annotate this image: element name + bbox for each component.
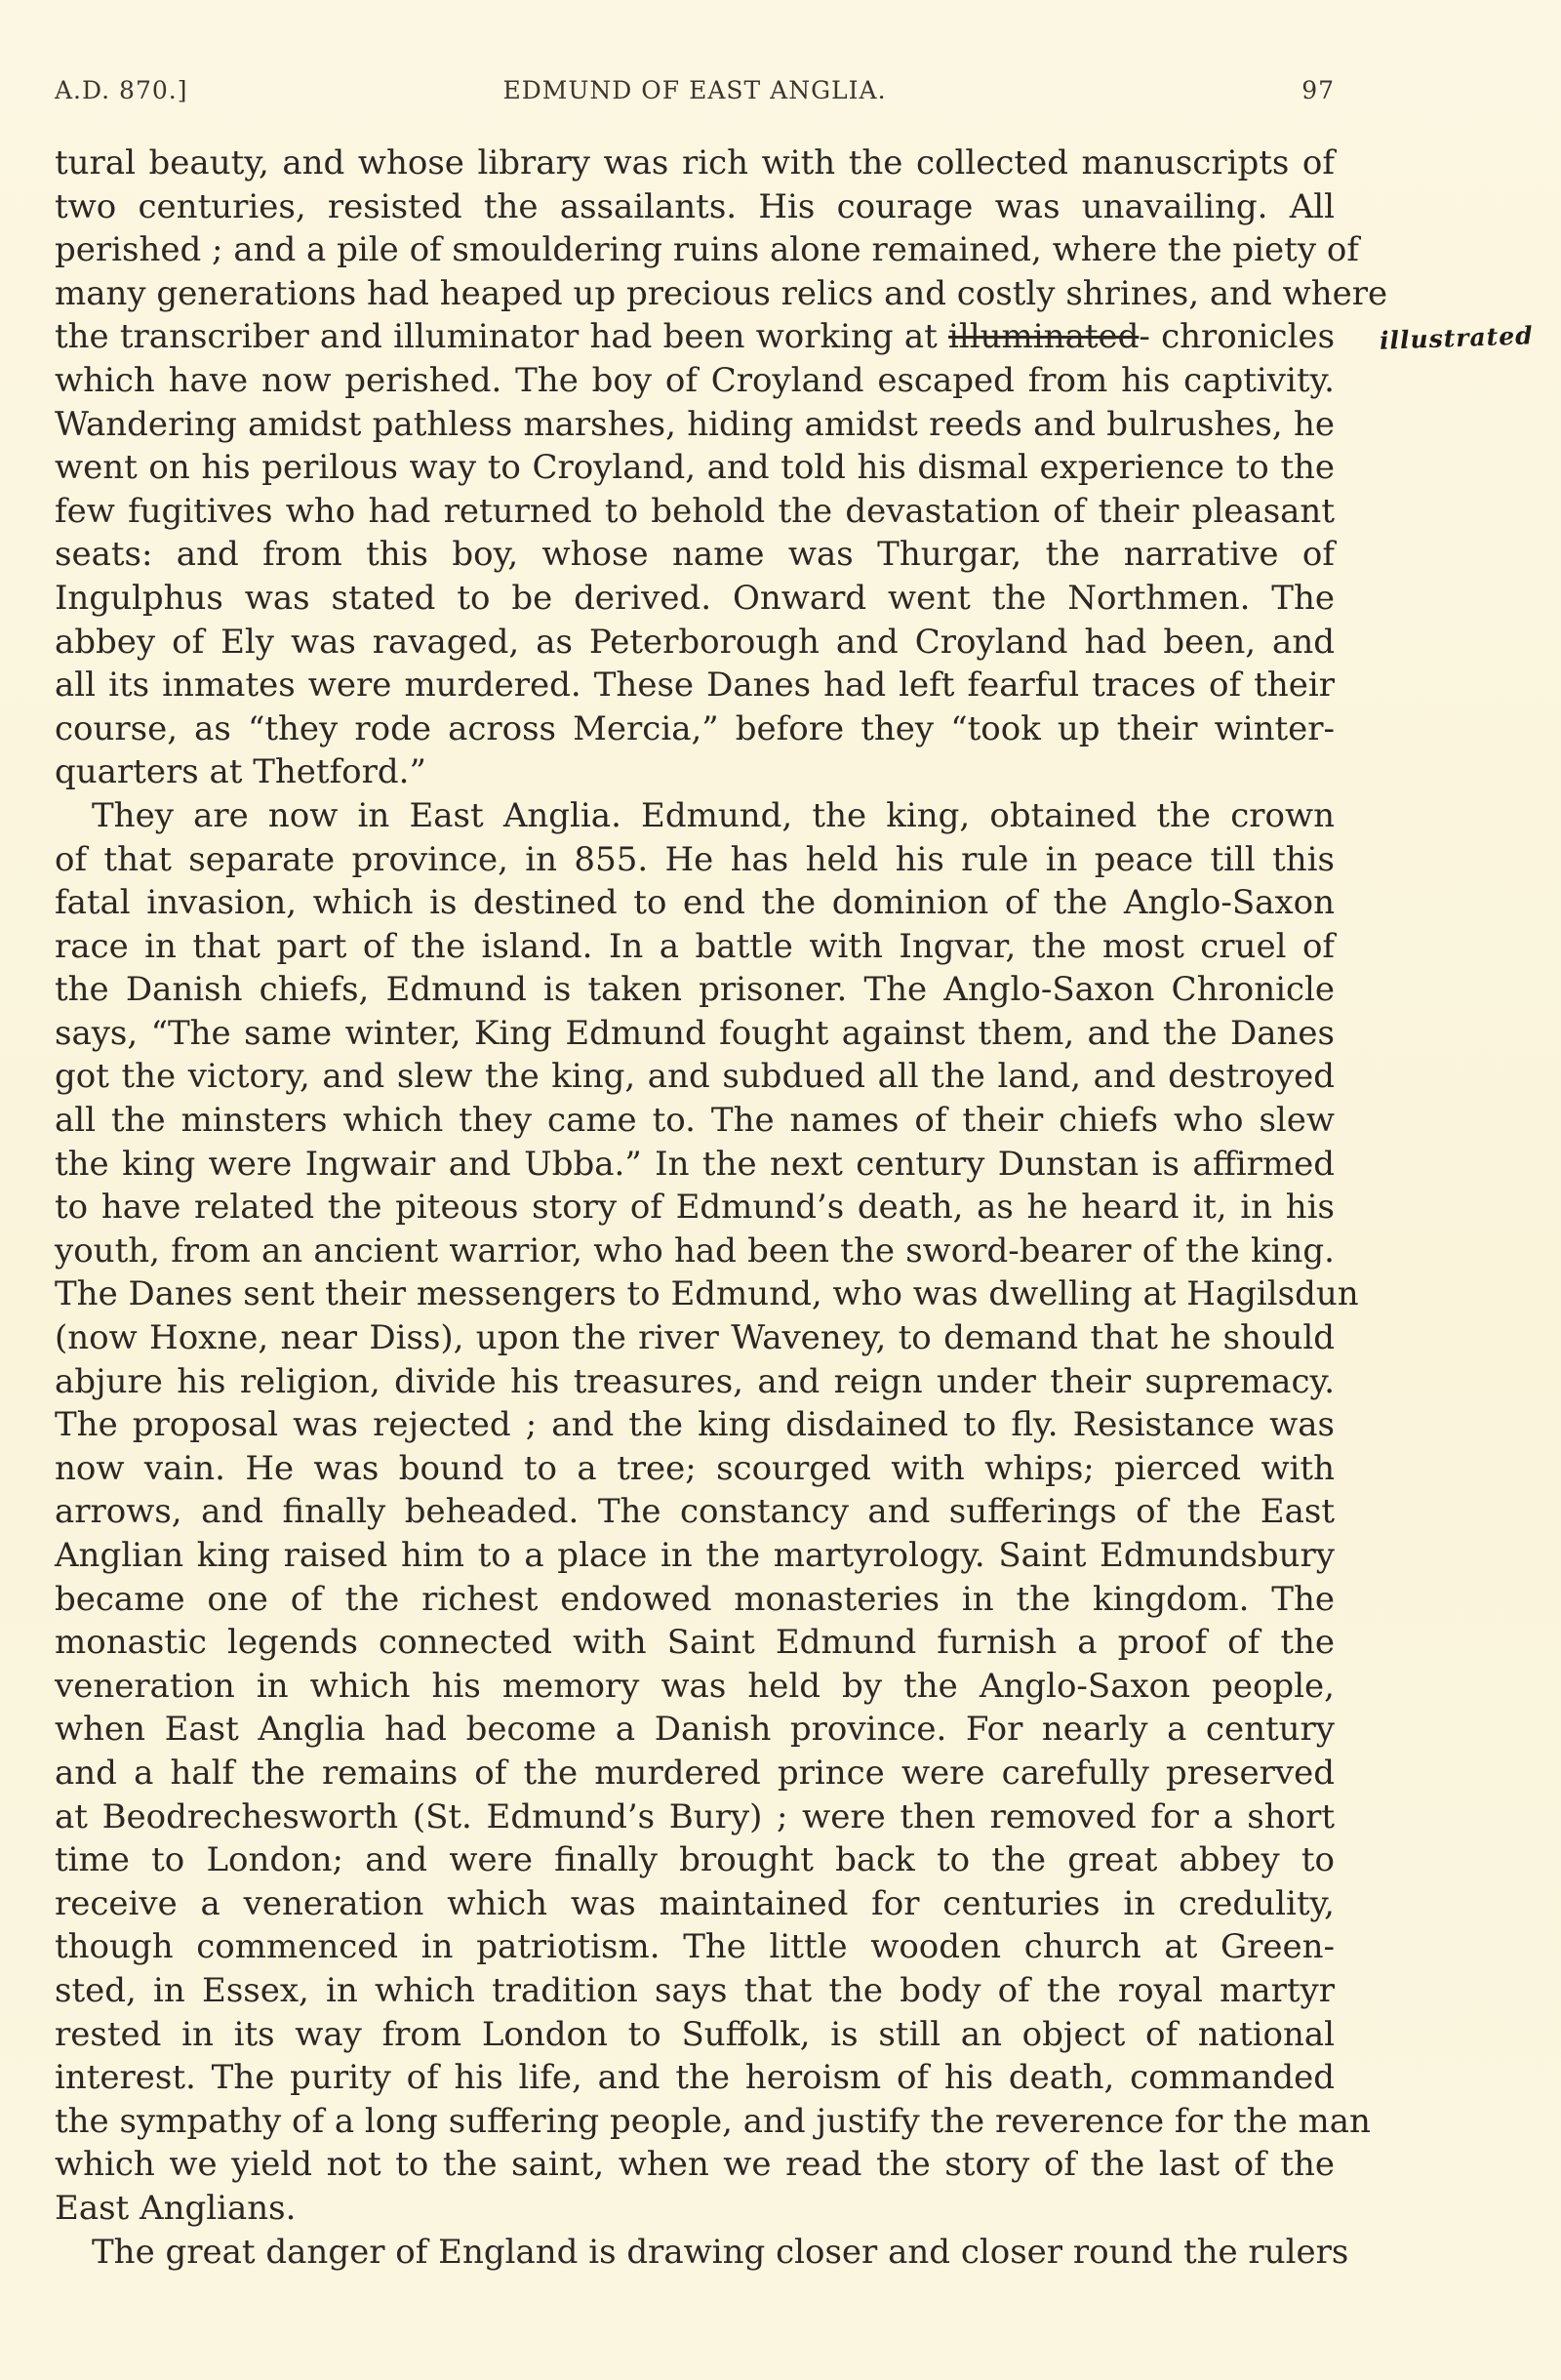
text-line: tural beauty, and whose library was rich with the collected manuscripts of bbox=[55, 143, 1335, 182]
text-line: two centuries, resisted the assailants. His courage was unavailing. All bbox=[55, 186, 1335, 226]
struck-word: illuminated bbox=[948, 317, 1140, 357]
header-title: EDMUND OF EAST ANGLIA. bbox=[502, 76, 887, 104]
text-line: the sympathy of a long suffering people, and justify the reverence for the man bbox=[55, 2101, 1371, 2141]
text-line: all its inmates were murdered. These Danes had left fearful traces of their bbox=[55, 666, 1335, 706]
text-line: rested in its way from London to Suffolk, is still an object of national bbox=[55, 2014, 1335, 2054]
page-number: 97 bbox=[1301, 76, 1335, 104]
text-line-annotated: the transcriber and illuminator had been working at illuminated- chronicles illustrated bbox=[55, 315, 1335, 359]
text-line-start: the transcriber and illuminator had been working at bbox=[55, 317, 938, 357]
text-line: monastic legends connected with Saint Edmund furnish a proof of the bbox=[55, 1623, 1335, 1663]
text-line: arrows, and finally beheaded. The constancy and sufferings of the East bbox=[55, 1492, 1335, 1532]
text-line: youth, from an ancient warrior, who had been the sword-bearer of the king. bbox=[55, 1230, 1335, 1271]
text-line: course, as “they rode across Mercia,” before they “took up their winter- bbox=[55, 708, 1335, 748]
text-line: all the minsters which they came to. The names of their chiefs who slew bbox=[55, 1101, 1335, 1141]
text-line: of that separate province, in 855. He has held his rule in peace till this bbox=[55, 839, 1335, 879]
text-line: fatal invasion, which is destined to end the dominion of the Anglo-Saxon bbox=[55, 883, 1335, 923]
text-line: sted, in Essex, in which tradition says that the body of the royal martyr bbox=[55, 1970, 1335, 2010]
text-line: race in that part of the island. In a battle with Ingvar, the most cruel of bbox=[55, 926, 1335, 966]
text-line: when East Anglia had become a Danish province. For nearly a century bbox=[55, 1710, 1335, 1750]
text-line: abbey of Ely was ravaged, as Peterborough and Croyland had been, and bbox=[55, 622, 1335, 662]
text-line: the king were Ingwair and Ubba.” In the next century Dunstan is affirmed bbox=[55, 1144, 1335, 1184]
running-header bbox=[55, 76, 1335, 115]
text-line: quarters at Thetford.” bbox=[55, 752, 426, 792]
text-line: the Danish chiefs, Edmund is taken prisoner. The Anglo-Saxon Chronicle bbox=[55, 970, 1335, 1010]
text-line: They are now in East Anglia. Edmund, the king, obtained the crown bbox=[92, 795, 1335, 835]
text-line: at Beodrechesworth (St. Edmund’s Bury) ; were then removed for a short bbox=[55, 1796, 1335, 1836]
text-line: seats: and from this boy, whose name was Thurgar, the narrative of bbox=[55, 535, 1335, 575]
text-line: became one of the richest endowed monasteries in the kingdom. The bbox=[55, 1579, 1335, 1619]
text-line: veneration in which his memory was held by the Anglo-Saxon people, bbox=[55, 1666, 1335, 1706]
text-line: got the victory, and slew the king, and subdued all the land, and destroyed bbox=[55, 1057, 1335, 1097]
body-text bbox=[55, 141, 1535, 2274]
text-line-end: chronicles bbox=[1161, 317, 1336, 357]
text-line: time to London; and were finally brought back to the great abbey to bbox=[55, 1840, 1335, 1880]
text-line: interest. The purity of his life, and the heroism of his death, commanded bbox=[55, 2058, 1335, 2098]
text-line: which we yield not to the saint, when we read the story of the last of the bbox=[55, 2145, 1335, 2185]
text-line: Ingulphus was stated to be derived. Onward went the Northmen. The bbox=[55, 578, 1335, 618]
text-line: The proposal was rejected ; and the king disdained to fly. Resistance was bbox=[55, 1405, 1335, 1445]
header-date: A.D. 870.] bbox=[55, 76, 188, 104]
margin-annotation: illustrated bbox=[1379, 321, 1535, 356]
text-line: The Danes sent their messengers to Edmund, who was dwelling at Hagilsdun bbox=[55, 1274, 1359, 1314]
text-line: went on his perilous way to Croyland, and told his dismal experience to the bbox=[55, 448, 1335, 488]
text-line: which have now perished. The boy of Croyland escaped from his captivity. bbox=[55, 360, 1335, 400]
text-line: though commenced in patriotism. The little wooden church at Green- bbox=[55, 1927, 1335, 1967]
text-line: few fugitives who had returned to behold the devastation of their pleasant bbox=[55, 491, 1335, 531]
text-line: Anglian king raised him to a place in the martyrology. Saint Edmundsbury bbox=[55, 1536, 1335, 1575]
text-line: East Anglians. bbox=[55, 2188, 297, 2228]
text-line: abjure his religion, divide his treasures, and reign under their supremacy. bbox=[55, 1361, 1335, 1401]
text-line: perished ; and a pile of smouldering ruins alone remained, where the piety of bbox=[55, 230, 1359, 270]
text-line: says, “The same winter, King Edmund fought against them, and the Danes bbox=[55, 1013, 1335, 1053]
text-line: many generations had heaped up precious relics and costly shrines, and where bbox=[55, 273, 1388, 313]
text-line: now vain. He was bound to a tree; scourged with whips; pierced with bbox=[55, 1448, 1335, 1488]
text-line: and a half the remains of the murdered prince were carefully preserved bbox=[55, 1753, 1335, 1793]
text-line: (now Hoxne, near Diss), upon the river Waveney, to demand that he should bbox=[55, 1318, 1335, 1358]
text-line: The great danger of England is drawing closer and closer round the rulers bbox=[92, 2232, 1349, 2272]
text-line: receive a veneration which was maintained for centuries in credulity, bbox=[55, 1883, 1335, 1923]
text-line: to have related the piteous story of Edmund’s death, as he heard it, in his bbox=[55, 1188, 1335, 1228]
text-line: Wandering amidst pathless marshes, hiding amidst reeds and bulrushes, he bbox=[55, 404, 1335, 444]
